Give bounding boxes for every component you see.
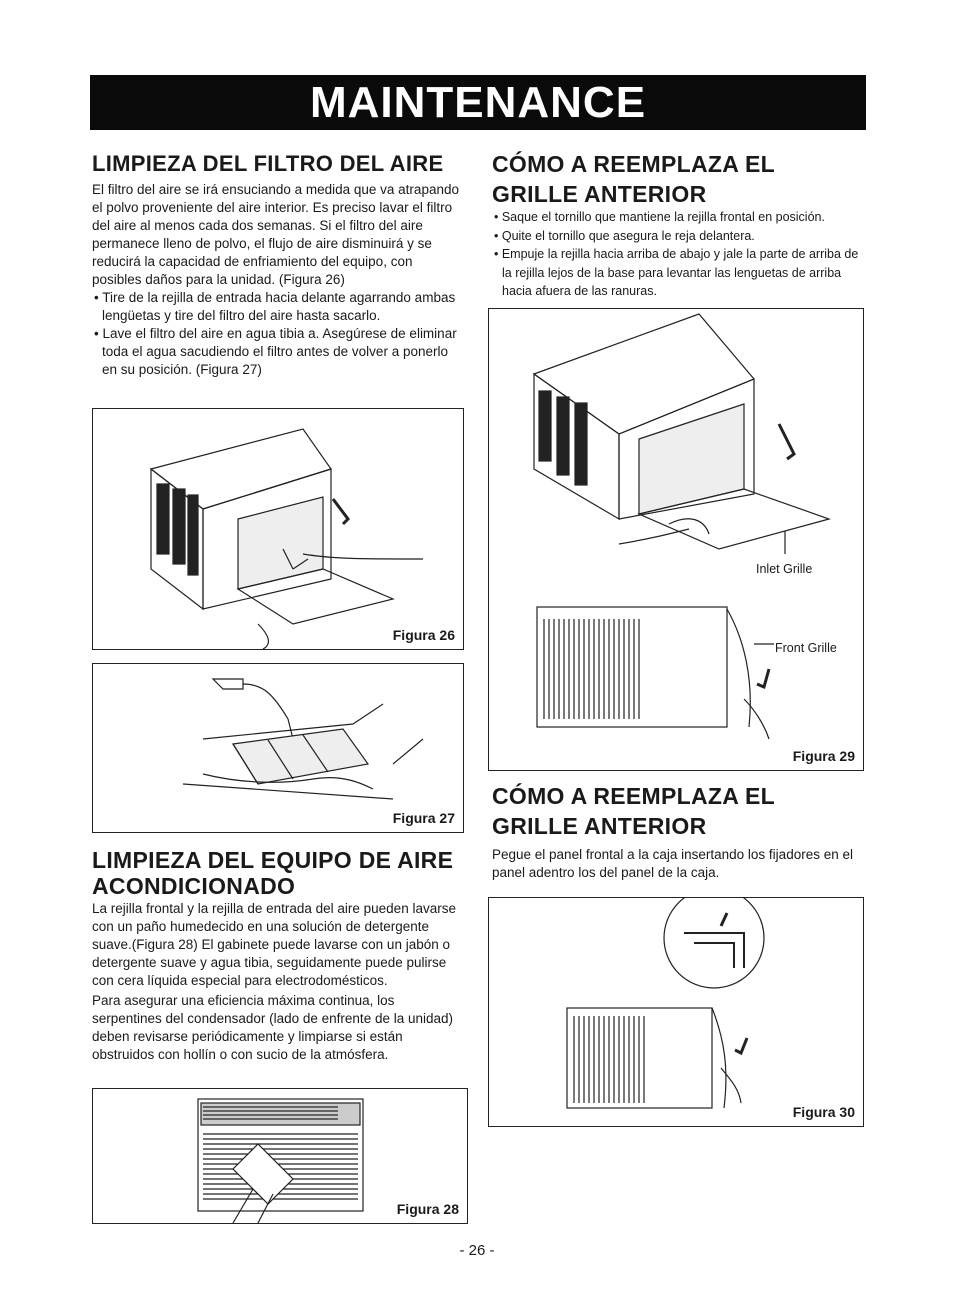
inlet-grille-label: Inlet Grille: [756, 562, 813, 576]
figure-28-caption: Figura 28: [396, 1201, 459, 1217]
filter-bullet-1: • Tire de la rejilla de entrada hacia delante agarrando ambas lengüetas y tire del filtro del aire hasta sacarlo.: [94, 290, 456, 323]
grille-remove-title-line2: GRILLE ANTERIOR: [492, 181, 707, 207]
grille-installation-illustration: [489, 898, 863, 1126]
unit-cleaning-title-line2: ACONDICIONADO: [92, 873, 296, 899]
page-number: - 26 -: [459, 1242, 495, 1259]
figure-29: [488, 308, 864, 771]
figure-26: [92, 408, 464, 650]
grille-remove-bullet-3: • Empuje la rejilla hacia arriba de abajo y jale la parte de arriba de la rejilla lejos de la base para levantar las lenguetas de arriba hacia afuera de las ranuras.: [494, 247, 859, 298]
figure-28: [92, 1088, 468, 1224]
filter-title: LIMPIEZA DEL FILTRO DEL AIRE: [92, 151, 444, 176]
filter-bullet-2: • Lave el filtro del aire en agua tibia a. Asegúrese de eliminar toda el agua sacudiendo el filtro antes de volver a ponerlo en su posición. (Figura 27): [94, 326, 457, 377]
unit-cleaning-para-2: Para asegurar una eficiencia máxima continua, los serpentines del condensador (lado de enfrente de la unidad) deben revisarse periódicamente y limpiarse si están obstruidos con hollín o con sucio de la atmósfera.: [92, 993, 454, 1062]
filter-body: El filtro del aire se irá ensuciando a medida que va atrapando el polvo proveniente del aire interior. Es preciso lavar el filtro del aire al menos cada dos semanas. Si el filtro del aire permanece lleno de polvo, el flujo de aire disminuirá y se reducirá la capacidad de enfriamiento del equipo, con posibles daños para la unidad. (Figura 26): [92, 182, 459, 287]
grille-replace-body: Pegue el panel frontal a la caja insertando los fijadores en el panel adentro los del panel de la caja.: [492, 847, 853, 880]
grille-replace-title-line2: GRILLE ANTERIOR: [492, 813, 707, 839]
grille-remove-section: [492, 150, 864, 301]
grille-removal-illustration: [489, 309, 863, 770]
filter-section: [92, 150, 464, 379]
filter-washing-illustration: [93, 664, 463, 832]
figure-30-caption: Figura 30: [792, 1104, 855, 1120]
figure-27-caption: Figura 27: [392, 810, 455, 826]
figure-27: [92, 663, 464, 833]
grille-replace-section: [492, 782, 864, 882]
grille-remove-bullet-1: • Saque el tornillo que mantiene la rejilla frontal en posición.: [494, 210, 825, 224]
page-banner: MAINTENANCE: [90, 75, 866, 130]
grille-remove-bullet-2: • Quite el tornillo que asegura le reja delantera.: [494, 228, 755, 243]
unit-cleaning-section: [92, 846, 464, 1064]
grille-remove-title-line1: CÓMO A REEMPLAZA EL: [492, 151, 775, 177]
ac-filter-removal-illustration: [93, 409, 463, 649]
front-grille-label: Front Grille: [775, 641, 837, 655]
figure-29-caption: Figura 29: [792, 748, 855, 764]
figure-30: [488, 897, 864, 1127]
unit-cleaning-para-1: La rejilla frontal y la rejilla de entrada del aire pueden lavarse con un paño humedecido en una solución de detergente suave.(Figura 28) El gabinete puede lavarse con un jabón o detergente suave y agua tibia, seguidamente puede pulirse con cera líquida especial para electrodomésticos.: [92, 901, 456, 988]
figure-26-caption: Figura 26: [392, 627, 455, 643]
unit-cleaning-title-line1: LIMPIEZA DEL EQUIPO DE AIRE: [92, 847, 454, 873]
grille-replace-title-line1: CÓMO A REEMPLAZA EL: [492, 783, 775, 809]
